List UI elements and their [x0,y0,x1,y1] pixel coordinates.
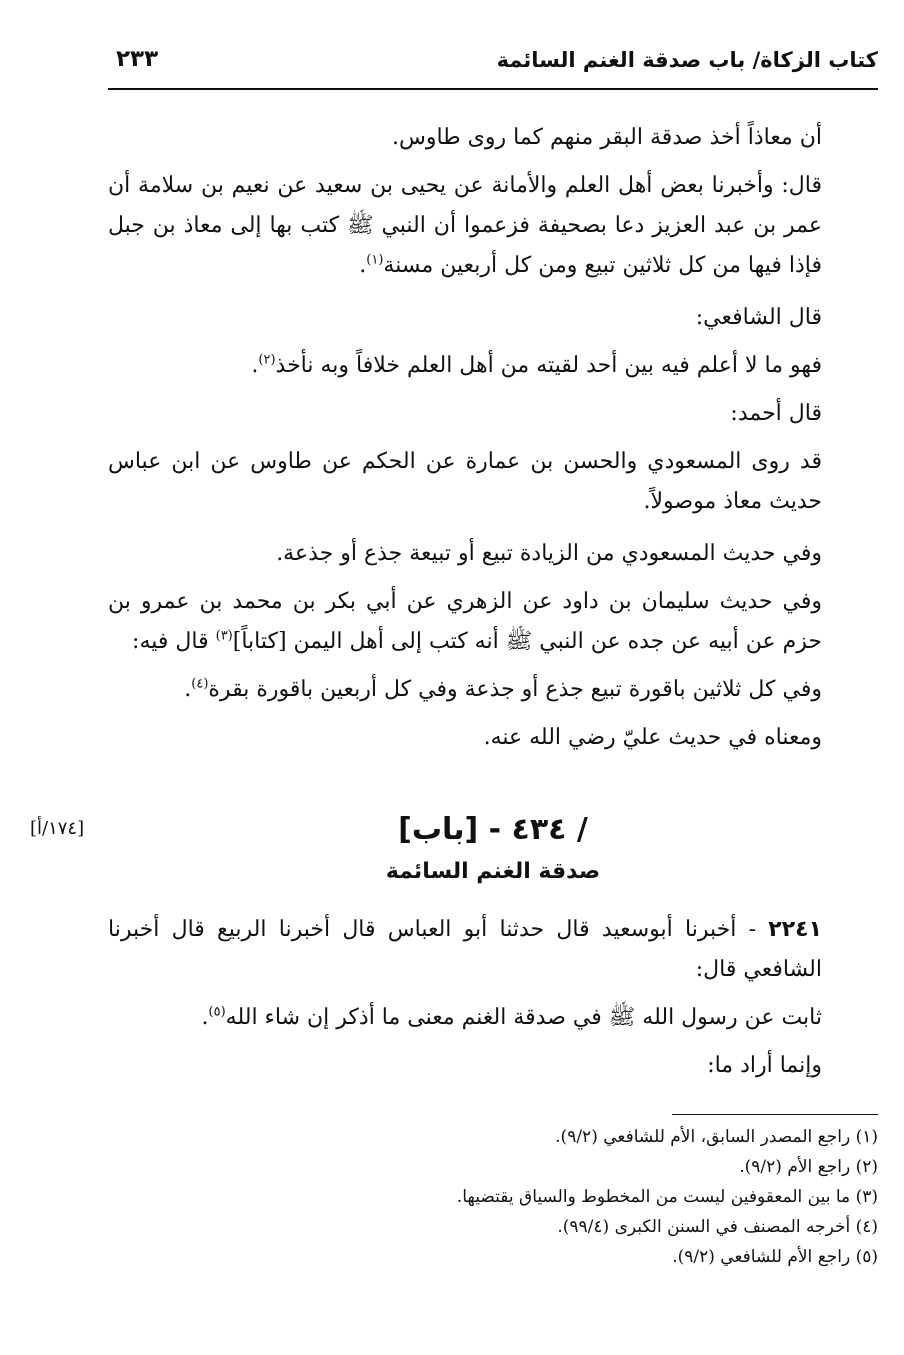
footnote-marker: (٤) [191,676,209,692]
paragraph: أن معاذاً أخذ صدقة البقر منهم كما روى طاوس. [392,125,822,150]
footnote-marker: (١) [366,252,384,268]
footnotes [108,1122,878,1272]
header-rule [108,88,878,90]
paragraph: فهو ما لا أعلم فيه بين أحد لقيته من أهل العلم خلافاً وبه نأخذ$^{(٢)}$. [251,352,822,378]
page-number: ٢٣٣ [116,46,159,72]
chapter-heading-block [108,810,878,890]
running-title: كتاب الزكاة/ باب صدقة الغنم السائمة [496,48,878,72]
page-header [108,36,878,90]
paragraph: ثابت عن رسول الله ﷺ في صدقة الغنم معنى ما أذكر إن شاء الله$^{(٥)}$. [201,1004,822,1030]
paragraph: وفي حديث سليمان بن داود عن الزهري عن أبي بكر بن محمد بن عمرو بن حزم عن أبيه عن جده عن النبي ﷺ أنه كتب إلى أهل اليمن [كتاباً]$^{(٣)}$ قال فيه: [108,589,822,654]
paragraph: قد روى المسعودي والحسن بن عمارة عن الحكم عن طاوس عن ابن عباس حديث معاذ موصولاً. [108,449,822,514]
hadith-paragraph: ٢٢٤١ - أخبرنا أبوسعيد قال حدثنا أبو العباس قال أخبرنا الربيع قال أخبرنا الشافعي قال: [108,917,822,982]
manuscript-folio-ref: [١٧٤/أ] [30,818,85,839]
paragraph: قال: وأخبرنا بعض أهل العلم والأمانة عن يحيى بن سعيد عن نعيم بن سلامة أن عمر بن عبد العزيز دعا بصحيفة فزعموا أن النبي ﷺ كتب بها إلى معاذ بن جبل فإذا فيها من كل ثلاثين تبيع ومن كل أربعين مسنة$^{(١)}$. [108,173,822,278]
paragraph: وفي كل ثلاثين باقورة تبيع جذع أو جذعة وفي كل أربعين باقورة بقرة$^{(٤)}$. [184,676,822,702]
footnote: (٥) راجع الأم للشافعي (٩/٢). [672,1247,878,1267]
paragraph: قال الشافعي: [695,305,822,330]
chapter-heading: / ٤٣٤ - [باب] [398,812,588,847]
main-text [108,118,878,766]
hadith-number: ٢٢٤١ [768,917,822,942]
paragraph: وإنما أراد ما: [707,1053,822,1078]
paragraph: وفي حديث المسعودي من الزيادة تبيع أو تبيعة جذع أو جذعة. [276,541,822,566]
footnote-marker: (٢) [258,352,276,368]
footnote: (٣) ما بين المعقوفين ليست من المخطوط والسياق يقتضيها. [456,1187,878,1207]
footnote-marker: (٣) [215,628,233,644]
footnote-separator [672,1114,878,1115]
footnote: (٤) أخرجه المصنف في السنن الكبرى (٩٩/٤). [557,1217,878,1237]
footnote: (٢) راجع الأم (٩/٢). [739,1157,878,1177]
footnote: (١) راجع المصدر السابق، الأم للشافعي (٩/٢). [555,1127,878,1147]
chapter-subheading: صدقة الغنم السائمة [385,859,601,884]
footnote-marker: (٥) [208,1004,226,1020]
paragraph: قال أحمد: [730,401,822,426]
paragraph: ومعناه في حديث عليّ رضي الله عنه. [483,725,822,750]
section-text [108,910,878,1094]
